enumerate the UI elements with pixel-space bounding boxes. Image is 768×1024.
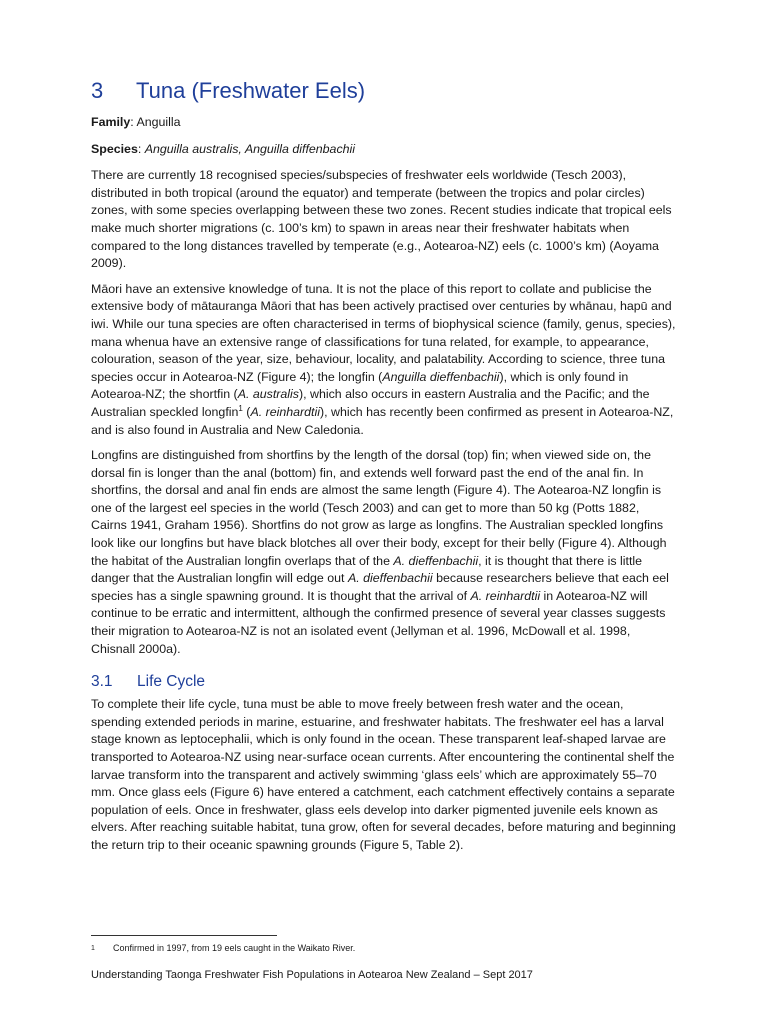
subsection-number: 3.1 (91, 673, 113, 691)
footnote-ref[interactable]: 1 (238, 403, 243, 413)
section-heading (91, 78, 677, 104)
subsection-heading (91, 672, 677, 692)
paragraph-fin-distinction: Longfins are distinguished from shortfins by the length of the dorsal (top) fin; when viewed side on, the dorsal fin is longer than the anal (bottom) fin, and extends well forward past the end of the anal fin. In shortfins, the dorsal and anal fin ends are almost the same length (Figure 4). The Aotearoa-NZ longfin is one of the largest eel species in the world (Tesch 2003) and can get to more than 50 kg (Potts 1882, Cairns 1941, Graham 1956). Shortfins do not grow as large as longfins. The Australian speckled longfins look like our longfins but have black blotches all over their body, except for their belly (Figure 4). Although the habitat of the Australian longfin overlaps that of the A. dieffenbachii, it is thought that there is little danger that the Australian longfin will edge out A. dieffenbachii because researchers believe that each eel species has a single spawning ground. It is thought that the arrival of A. reinhardtii in Aotearoa-NZ will continue to be erratic and intermittent, although the confirmed presence of several year classes suggests their migration to Aotearoa-NZ is not an isolated event (Jellyman et al. 1996, McDowall et al. 1998, Chisnall 2000a). (91, 448, 669, 656)
subsection-title: Life Cycle (137, 673, 206, 691)
species-line: Species: Anguilla australis, Anguilla diffenbachii (91, 141, 356, 156)
footnote (91, 943, 677, 954)
page-footer: Understanding Taonga Freshwater Fish Populations in Aotearoa New Zealand – Sept 2017 (91, 969, 533, 981)
family-line: Family: Anguilla (91, 115, 181, 129)
species-value: Anguilla australis, Anguilla diffenbachii (144, 141, 356, 156)
section-title: Tuna (Freshwater Eels) (136, 78, 366, 103)
family-label: Family (91, 115, 131, 129)
paragraph-life-cycle: To complete their life cycle, tuna must be able to move freely between fresh water and the ocean, spending extended periods in marine, estuarine, and freshwater habitats. The freshwater eel has a larval stage known as leptocephalii, which is only found in the ocean. These transparent leaf-shaped larvae are transported to Aotearoa-NZ using near-surface ocean currents. After encountering the continental shelf the larvae transform into the transparent and actively swimming ‘glass eels’ which are approximately 55–70 mm. Once glass eels (Figure 6) have entered a catchment, each catchment effectively contains a separate population of eels. Once in freshwater, glass eels develop into darker pigmented juvenile eels known as elvers. After reaching suitable habitat, tuna grow, often for several decades, before maturing and beginning the return trip to their oceanic spawning grounds (Figure 5, Table 2). (91, 697, 676, 852)
footnote-text: Confirmed in 1997, from 19 eels caught in the Waikato River. (113, 943, 356, 953)
section-number: 3 (91, 78, 104, 103)
footnote-divider (91, 935, 277, 936)
footnote-mark: 1 (91, 945, 95, 952)
species-label: Species (91, 141, 138, 156)
paragraph-maori-knowledge: Māori have an extensive knowledge of tuna. It is not the place of this report to collate and publicise the extensive body of mātauranga Māori that has been actively practised over centuries by whānau, hapū and iwi. While our tuna species are often characterised in terms of biophysical science (family, genus, species), mana whenua have an extensive range of classifications for tuna related, for example, to appearance, colouration, season of the year, size, behaviour, locality, and palatability. According to science, three tuna species occur in Aotearoa-NZ (Figure 4); the longfin (Anguilla dieffenbachii), which is only found in Aotearoa-NZ; the shortfin (A. australis), which also occurs in eastern Australia and the Pacific; and the Australian speckled longfin$^1$ (A. reinhardtii), which has recently been confirmed as present in Aotearoa-NZ, and is also found in Australia and New Caledonia. (91, 281, 676, 437)
family-value: Anguilla (136, 115, 181, 129)
paragraph-species-overview: There are currently 18 recognised species/subspecies of freshwater eels worldwide (Tesch 2003), distributed in both tropical (around the equator) and temperate (between the tropics and polar circles) zones, with some species overlapping between these two zones. Recent studies indicate that tropical eels make much shorter migrations (c. 100’s km) to spawn in areas near their freshwater habitats when compared to the long distances travelled by temperate (e.g., Aotearoa-NZ) eels (c. 1000’s km) (Aoyama 2009). (91, 168, 672, 271)
page-body (91, 78, 677, 863)
